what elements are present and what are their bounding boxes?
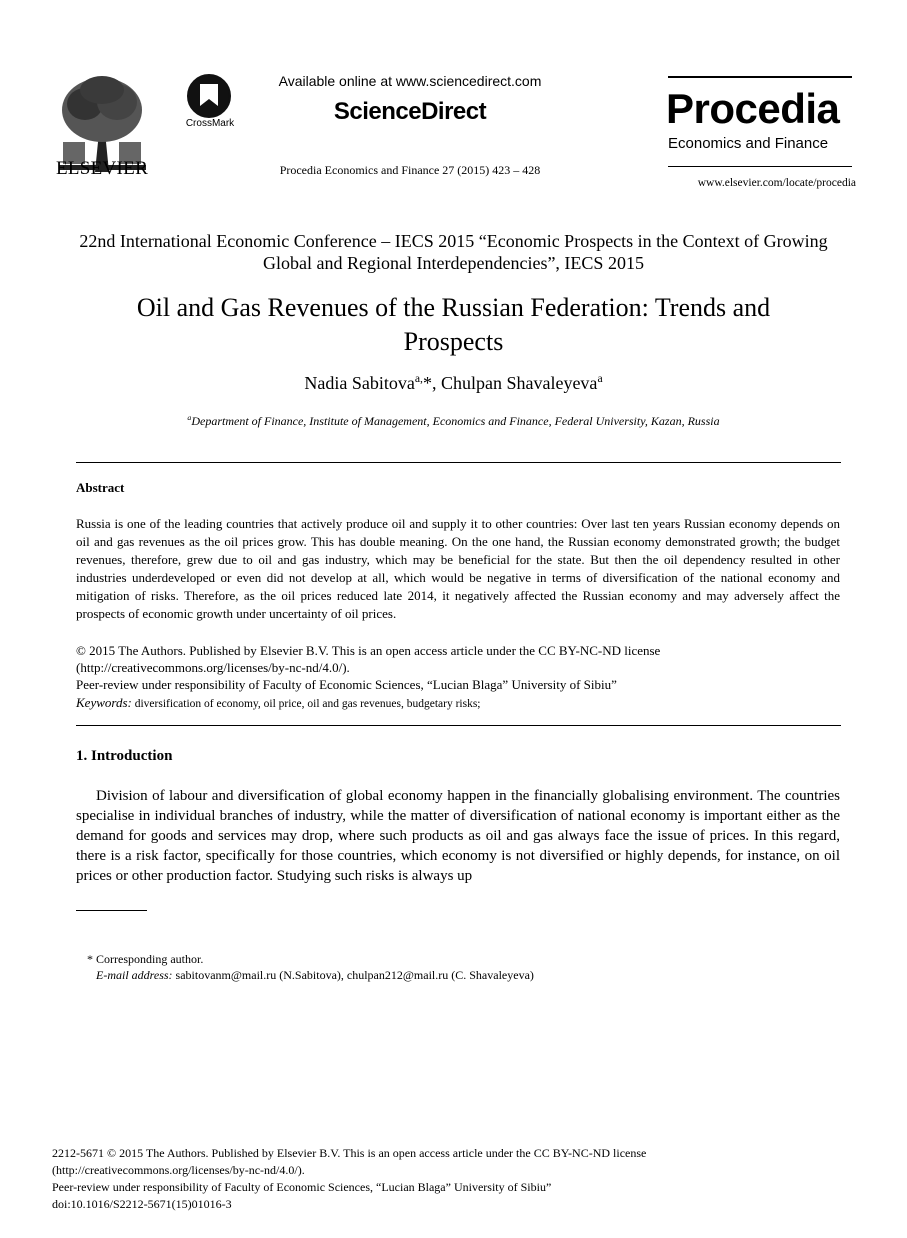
license-link[interactable]: (http://creativecommons.org/licenses/by-nc-nd/4.0/).	[76, 660, 350, 675]
email-note	[96, 968, 534, 983]
conference-name: 22nd International Economic Conference – IECS 2015 “Economic Prospects in the Context of Growing Global and Regional Interdependencies”, IECS 2015	[79, 231, 828, 273]
corresponding-author-note: * Corresponding author.	[87, 952, 204, 966]
author-list	[200, 373, 707, 394]
footnote-rule	[76, 910, 147, 911]
journal-url[interactable]: www.elsevier.com/locate/procedia	[697, 177, 856, 189]
sciencedirect-wordmark: ScienceDirect	[333, 98, 487, 125]
email-addresses[interactable]: sabitovanm@mail.ru (N.Sabitova), chulpan212@mail.ru (C. Shavaleyeva)	[172, 968, 534, 982]
procedia-wordmark: Procedia	[666, 85, 840, 132]
corresponding-mark: *	[422, 373, 432, 393]
keywords-label: Keywords:	[76, 695, 132, 710]
section-heading: 1. Introduction	[76, 748, 173, 764]
crossmark-label: CrossMark	[185, 118, 235, 129]
author-affiliation-mark: a	[597, 372, 603, 385]
copyright-line: © 2015 The Authors. Published by Elsevier B.V. This is an open access article under the CC BY-NC-ND license	[76, 643, 661, 658]
peer-review-line: Peer-review under responsibility of Faculty of Economic Sciences, “Lucian Blaga” University of Sibiu”	[76, 677, 617, 692]
affiliation-mark: a	[187, 413, 192, 422]
affiliation-text: Department of Finance, Institute of Management, Economics and Finance, Federal University, Kazan, Russia	[191, 414, 720, 428]
abstract-heading: Abstract	[76, 480, 125, 495]
email-label: E-mail address:	[96, 968, 173, 982]
footer-peer-review: Peer-review under responsibility of Faculty of Economic Sciences, “Lucian Blaga” University of Sibiu”	[52, 1180, 552, 1194]
abstract-text: Russia is one of the leading countries that actively produce oil and supply it to other countries: Over last ten years Russian economy depends on oil and gas revenues as the oil prices grow. This has double meaning. On the one hand, the Russian economy demonstrated growth; the budget revenues, therefore, grew due to oil and gas industry, which may be beneficial for the state. But then the oil dependency resulted in other industries underdeveloped or even did not develop at all, which would be negative in terms of diversification of the national economy and mitigation of risks. Therefore, as the oil prices reduced late 2014, it negatively affected the Russian economy and may adversely affect the prospects of economic growth under uncertainty of oil prices.	[76, 516, 840, 621]
divider-bottom	[76, 725, 841, 726]
procedia-bottom-rule	[668, 166, 852, 167]
procedia-top-rule	[668, 76, 852, 78]
procedia-subtitle: Economics and Finance	[668, 135, 829, 152]
footer-license-link[interactable]: (http://creativecommons.org/licenses/by-nc-nd/4.0/).	[52, 1163, 305, 1177]
elsevier-wordmark: ELSEVIER	[55, 158, 149, 179]
affiliation	[100, 414, 807, 429]
author-affiliation-mark: a,	[414, 372, 423, 385]
footer-doi[interactable]: doi:10.1016/S2212-5671(15)01016-3	[52, 1197, 232, 1211]
keywords-list: diversification of economy, oil price, oil and gas revenues, budgetary risks;	[131, 698, 481, 710]
available-online-text: Available online at www.sciencedirect.com	[278, 73, 542, 89]
keywords-line	[76, 694, 481, 713]
introduction-text: Division of labour and diversification of global economy happen in the financially globalising environment. The countries specialise in individual branches of industry, while the matter of diversification of national economy is important either as the demand for goods and services may drop, where such products as oil and gas always face the issue of prices. In this regard, there is a risk factor, specifically for those countries, which economy is not diversified or highly depends, for instance, on oil prices or other production factor. Studying such risks is always up	[76, 788, 840, 884]
journal-reference: Procedia Economics and Finance 27 (2015) 423 – 428	[279, 163, 541, 177]
author-name: Chulpan Shavaleyeva	[440, 373, 598, 393]
footer-issn-line: 2212-5671 © 2015 The Authors. Published by Elsevier B.V. This is an open access article under the CC BY-NC-ND license	[52, 1146, 647, 1160]
divider-top	[76, 462, 841, 463]
author-separator: ,	[431, 373, 441, 393]
paper-title: Oil and Gas Revenues of the Russian Federation: Trends and Prospects	[136, 293, 771, 356]
author-name: Nadia Sabitova	[304, 373, 415, 393]
